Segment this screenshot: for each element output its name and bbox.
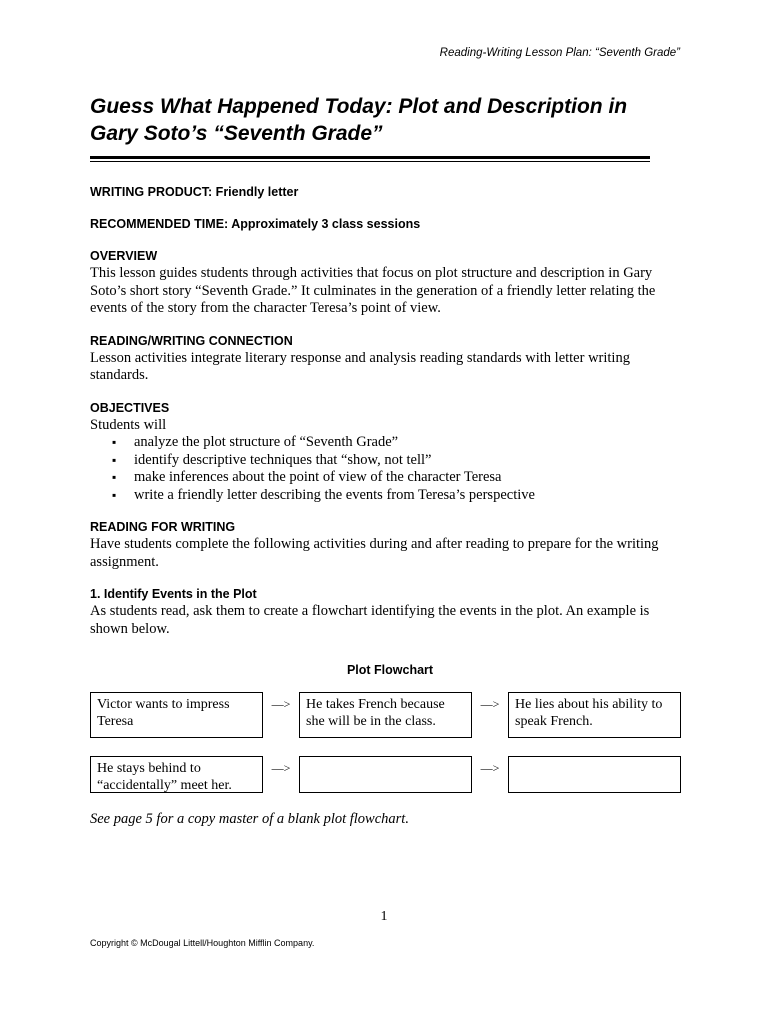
flowchart-box: He lies about his ability to speak French. bbox=[508, 692, 681, 738]
flowchart-title: Plot Flowchart bbox=[346, 663, 434, 677]
writing-product-section bbox=[90, 184, 690, 201]
activity-1-text: As students read, ask them to create a flowchart identifying the events in the plot. An example is shown below. bbox=[90, 603, 650, 637]
writing-product-label: WRITING PRODUCT: Friendly letter bbox=[90, 185, 299, 199]
objectives-section bbox=[90, 400, 690, 505]
flowchart-box-blank bbox=[299, 756, 472, 793]
recommended-time-section bbox=[90, 216, 690, 233]
connection-section bbox=[90, 333, 690, 385]
connection-heading: READING/WRITING CONNECTION bbox=[90, 333, 293, 348]
recommended-time-label: RECOMMENDED TIME: Approximately 3 class sessions bbox=[90, 217, 421, 231]
flowchart-box: He stays behind to “accidentally” meet her. bbox=[90, 756, 263, 793]
objective-item: ▪ write a friendly letter describing the events from Teresa’s perspective bbox=[112, 487, 690, 505]
copyright-notice: Copyright © McDougal Littell/Houghton Mifflin Company. bbox=[90, 938, 315, 948]
objectives-heading: OBJECTIVES bbox=[90, 400, 170, 415]
objectives-intro: Students will bbox=[90, 416, 167, 433]
reading-for-writing-text: Have students complete the following activities during and after reading to prepare for the writing assignment. bbox=[90, 536, 659, 570]
title-rule-thin bbox=[90, 161, 650, 162]
reading-for-writing-section bbox=[90, 519, 690, 571]
title-line-2: Gary Soto’s “Seventh Grade” bbox=[90, 122, 383, 145]
overview-heading: OVERVIEW bbox=[90, 249, 158, 263]
flowchart-row-2 bbox=[90, 756, 690, 793]
running-header: Reading-Writing Lesson Plan: “Seventh Grade” bbox=[439, 47, 680, 59]
page-number: 1 bbox=[380, 909, 388, 924]
activity-1-heading: 1. Identify Events in the Plot bbox=[90, 587, 257, 601]
flowchart-arrow: —> bbox=[480, 696, 500, 711]
overview-text: This lesson guides students through activities that focus on plot structure and description in Gary Soto’s short story “Seventh Grade.” It culminates in the generation of a friendly letter relating the events of the story from the character Teresa’s point of view. bbox=[90, 265, 656, 316]
flowchart-arrow: —> bbox=[271, 760, 291, 775]
flowchart-row-1 bbox=[90, 692, 690, 738]
title-line-1: Guess What Happened Today: Plot and Description in bbox=[90, 95, 628, 118]
title-rule-thick bbox=[90, 156, 650, 159]
flowchart-box-blank bbox=[508, 756, 681, 793]
reading-for-writing-heading: READING FOR WRITING bbox=[90, 520, 236, 534]
objectives-list bbox=[90, 434, 690, 504]
flowchart-note: See page 5 for a copy master of a blank plot flowchart. bbox=[90, 810, 409, 827]
connection-text: Lesson activities integrate literary response and analysis reading standards with letter writing standards. bbox=[90, 349, 630, 383]
flowchart-arrow: —> bbox=[480, 760, 500, 775]
flowchart-box: He takes French because she will be in the class. bbox=[299, 692, 472, 738]
objective-item: ▪ identify descriptive techniques that “show, not tell” bbox=[112, 452, 690, 470]
lesson-content bbox=[90, 184, 690, 828]
page-title bbox=[90, 93, 690, 147]
flowchart-arrow: —> bbox=[271, 696, 291, 711]
objective-item: ▪ analyze the plot structure of “Seventh Grade” bbox=[112, 434, 690, 452]
flowchart-box: Victor wants to impress Teresa bbox=[90, 692, 263, 738]
overview-section bbox=[90, 248, 690, 318]
activity-1-section bbox=[90, 586, 690, 638]
objective-item: ▪ make inferences about the point of view of the character Teresa bbox=[112, 469, 690, 487]
